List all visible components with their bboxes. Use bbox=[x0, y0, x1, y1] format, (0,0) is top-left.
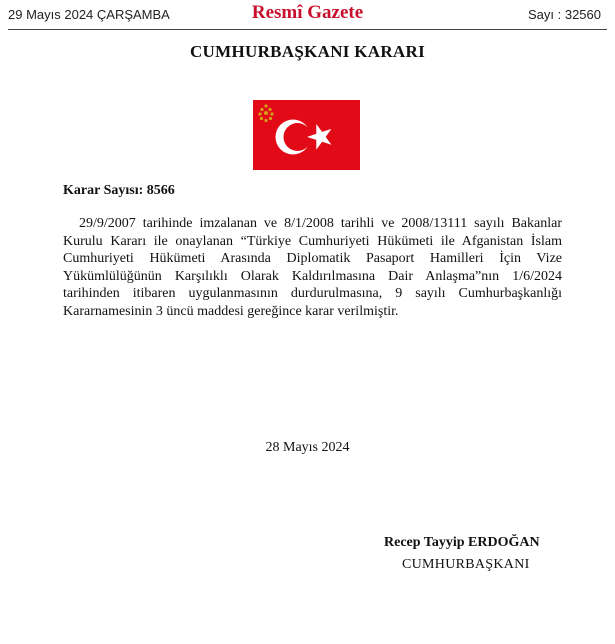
decision-number: Karar Sayısı: 8566 bbox=[63, 183, 175, 198]
document-title: CUMHURBAŞKANI KARARI bbox=[189, 42, 426, 61]
signer-title: CUMHURBAŞKANI bbox=[402, 557, 530, 572]
header-date: 29 Mayıs 2024 ÇARŞAMBA bbox=[8, 7, 170, 22]
gazette-title: Resmî Gazete bbox=[251, 2, 364, 23]
issue-number: Sayı : 32560 bbox=[528, 7, 601, 22]
body-paragraph: 29/9/2007 tarihinde imzalanan ve 8/1/2008 tarihli ve 2008/13111 sayılı Bakanlar Kurulu Kararı ile onaylanan “Türkiye Cumhuriyeti Hükümeti ile Afganistan İslam Cumhuriyeti Hükümeti Arasında Diplomatik Pasaport Hamilleri İçin Vize Yükümlülüğünün Karşılıklı Olarak Kaldırılmasına Dair Anlaşma”nın 1/6/2024 tarihinden itibaren uygulanmasının durdurulmasına, 9 sayılı Cumhurbaşkanlığı Kararnamesinin 3 üncü maddesi gereğince karar verilmiştir. bbox=[63, 216, 562, 319]
header-divider bbox=[8, 29, 607, 30]
turkish-flag-icon bbox=[253, 100, 360, 170]
signer-name: Recep Tayyip ERDOĞAN bbox=[384, 535, 540, 550]
decision-body bbox=[63, 215, 562, 320]
gazette-header bbox=[0, 0, 615, 28]
signature-date: 28 Mayıs 2024 bbox=[265, 440, 350, 455]
